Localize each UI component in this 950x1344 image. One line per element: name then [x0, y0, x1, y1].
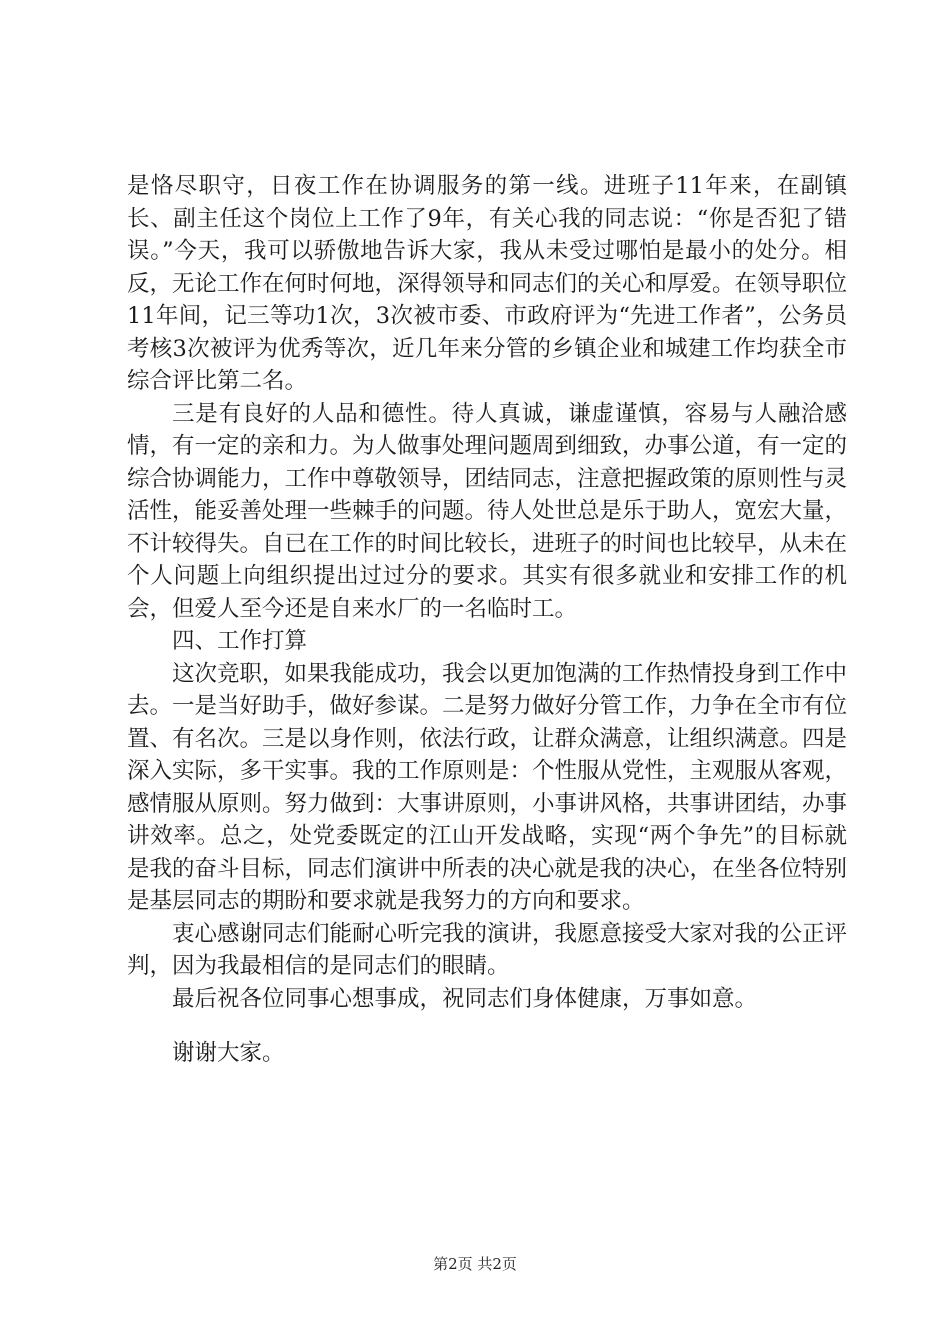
page-footer: 第2页 共2页: [433, 1255, 517, 1273]
document-body: [127, 170, 847, 1070]
section-heading: 四、工作打算: [172, 628, 308, 654]
paragraph-character: 三是有良好的人品和德性。待人真诚，谦虚谨慎，容易与人融洽感情，有一定的亲和力。为人做事处理问题周到细致，办事公道，有一定的综合协调能力，工作中尊敬领导，团结同志，注意把握政策的原则性与灵活性，能妥善处理一些棘手的问题。待人处世总是乐于助人，宽宏大量，不计较得失。自已在工作的时间比较长，进班子的时间也比较早，从未在个人问题上向组织提出过过分的要求。其实有很多就业和安排工作的机会，但爱人至今还是自来水厂的一名临时工。: [127, 400, 848, 622]
paragraph-wishes: 最后祝各位同事心想事成，祝同志们身体健康，万事如意。: [172, 985, 758, 1012]
paragraph-work-plan: 这次竞职，如果我能成功，我会以更加饱满的工作热情投身到工作中去。一是当好助手，做好参谋。二是努力做好分管工作，力争在全市有位置、有名次。三是以身作则，依法行政，让群众满意，让组织满意。四是深入实际，多干实事。我的工作原则是：个性服从党性，主观服从客观，感情服从原则。努力做到：大事讲原则，小事讲风格，共事讲团结，办事讲效率。总之，处党委既定的江山开发战略，实现“两个争先”的目标就是我的奋斗目标，同志们演讲中所表的决心就是我的决心，在坐各位特别是基层同志的期盼和要求就是我努力的方向和要求。: [127, 660, 848, 914]
paragraph-closing: 谢谢大家。: [172, 1040, 285, 1066]
paragraph-continued: 是恪尽职守，日夜工作在协调服务的第一线。进班子11年来，在副镇长、副主任这个岗位上工作了9年，有关心我的同志说：“你是否犯了错误。”今天，我可以骄傲地告诉大家，我从未受过哪怕是最小的处分。相反，无论工作在何时何地，深得领导和同志们的关心和厚爱。在领导职位11年间，记三等功1次，3次被市委、市政府评为“先进工作者”，公务员考核3次被评为优秀等次，近几年来分管的乡镇企业和城建工作均获全市综合评比第二名。: [127, 173, 848, 394]
paragraph-thanks: 衷心感谢同志们能耐心听完我的演讲，我愿意接受大家对我的公正评判，因为我最相信的是同志们的眼睛。: [127, 920, 848, 979]
